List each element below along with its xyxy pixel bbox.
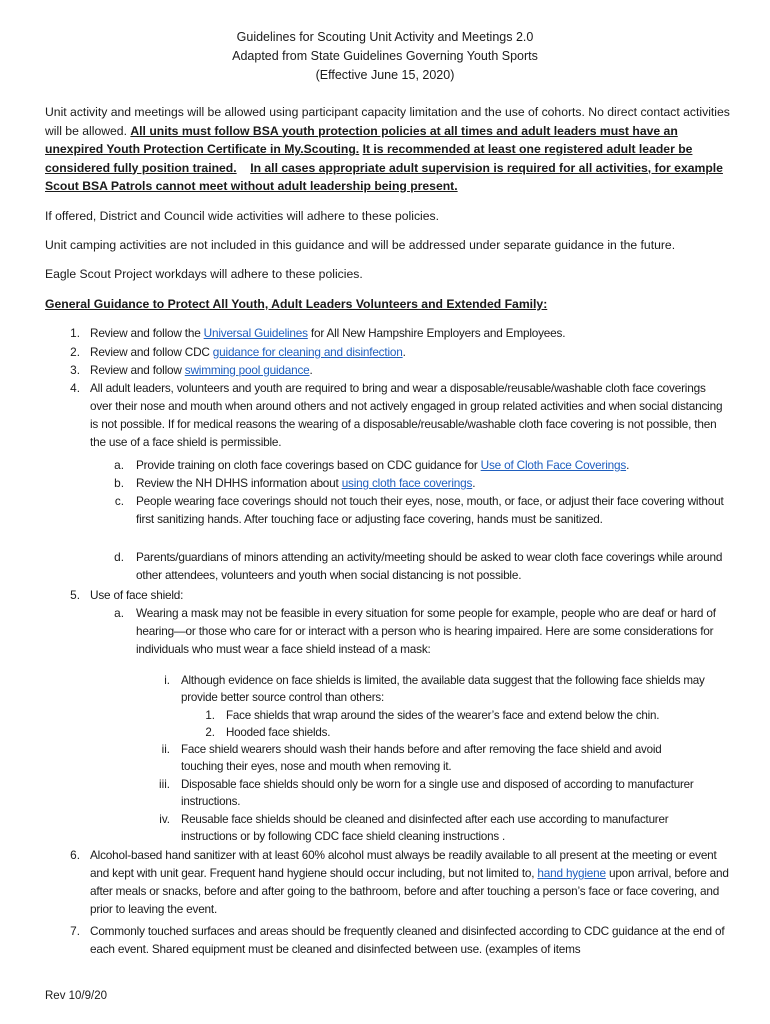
list-item: Use of face shield: [90, 588, 184, 602]
sublist-letter: b. [114, 476, 124, 490]
district-council-paragraph: If offered, District and Council wide activities will adhere to these policies. [45, 209, 440, 223]
nested-item: Face shields that wrap around the sides of the wearer’s face and extend below the chin. [226, 709, 660, 722]
list-number: 1. [70, 326, 80, 340]
list-number: 7. [70, 924, 80, 938]
hand-hygiene-link[interactable]: hand hygiene [537, 866, 606, 880]
sublist-letter: a. [114, 458, 124, 472]
universal-guidelines-link[interactable]: Universal Guidelines [203, 326, 308, 340]
list-item-text: upon arrival, before and after meals or snacks, before and after going to the bathroom, before and after touching a person’s face or face covering, and prior to leaving the event. [90, 866, 729, 916]
section-heading: General Guidance to Protect All Youth, Adult Leaders Volunteers and Extended Family: [45, 297, 548, 311]
list-item [90, 361, 735, 379]
list-number: 5. [70, 588, 80, 602]
sublist-item [136, 474, 730, 492]
sublist-item: Parents/guardians of minors attending an activity/meeting should be asked to wear cloth face coverings while around other attendees, volunteers and youth when social distancing is not possible. [136, 550, 723, 582]
cdc-cleaning-guidance-link[interactable]: guidance for cleaning and disinfection [212, 345, 403, 359]
revision-footer: Rev 10/9/20 [45, 990, 108, 1002]
list-item-text: for All New Hampshire Employers and Employees. [307, 326, 566, 340]
sub-sublist-item: Although evidence on face shields is limited, the available data suggest that the following face shields may provide better source control than others: [181, 674, 705, 705]
list-item-text: . [309, 363, 313, 377]
sublist-item [136, 456, 730, 474]
list-item-text: Alcohol-based hand sanitizer with at least 60% alcohol must always be readily available to all present at the meeting or event and kept with unit gear. Frequent hand hygiene should occur including, but not limited to, [90, 848, 717, 880]
list-number: 4. [70, 381, 80, 395]
list-item: Commonly touched surfaces and areas should be frequently cleaned and disinfected according to CDC guidance at the end of each event. Shared equipment must be cleaned and disinfected between use. (examples of items [90, 924, 725, 956]
sub-sublist-item: Disposable face shields should only be worn for a single use and disposed of according to manufacturer instructions. [181, 778, 694, 809]
list-number: 6. [70, 848, 80, 862]
using-cloth-face-coverings-link[interactable]: using cloth face coverings [341, 476, 473, 490]
nested-item: Hooded face shields. [226, 726, 331, 739]
sub-sublist-item: Face shield wearers should wash their hands before and after removing the face shield and avoid touching their eyes, nose and mouth when removing it. [181, 743, 662, 774]
list-item-text: Review and follow [90, 363, 185, 377]
doc-title: Guidelines for Scouting Unit Activity and Meetings 2.0 [236, 30, 534, 44]
list-number: 3. [70, 363, 80, 377]
sublist-letter: d. [114, 550, 124, 564]
sublist-letter: c. [114, 494, 124, 508]
roman-numeral: i. [164, 674, 170, 687]
roman-numeral: ii. [161, 743, 170, 756]
doc-subtitle: Adapted from State Guidelines Governing Youth Sports [232, 49, 538, 63]
list-item [90, 846, 732, 918]
sublist-item: People wearing face coverings should not touch their eyes, nose, mouth, or face, or adjust their face covering without first sanitizing hands. After touching face or adjusting face covering, hands must be sanitized. [136, 494, 724, 526]
roman-numeral: iv. [159, 813, 170, 826]
swimming-pool-guidance-link[interactable]: swimming pool guidance [184, 363, 310, 377]
list-item [90, 343, 735, 361]
sublist-letter: a. [114, 606, 124, 620]
list-number: 2. [70, 345, 80, 359]
list-item: All adult leaders, volunteers and youth are required to bring and wear a disposable/reusable/washable cloth face coverings over their nose and mouth when around others and not actively engaged in group related activities and when social distancing is not possible. If for medical reasons the wearing of a disposable/reusable/washable cloth face covering is not possible, then the use of a face shield is permissible. [90, 381, 723, 449]
intro-position-trained: It is recommended at least one registered adult leader be considered fully position trained. [45, 142, 693, 175]
use-of-cloth-face-coverings-link[interactable]: Use of Cloth Face Coverings [480, 458, 627, 472]
roman-numeral: iii. [159, 778, 170, 791]
camping-paragraph: Unit camping activities are not included in this guidance and will be addressed under separate guidance in the future. [45, 238, 676, 252]
sublist-item: Wearing a mask may not be feasible in every situation for some people for example, people who are deaf or hard of hearing—or those who care for or interact with a person who is hearing impaired. Here are some considerations for individuals who must wear a face shield instead of a mask: [136, 606, 716, 656]
list-item-text: Provide training on cloth face coverings based on CDC guidance for [136, 458, 481, 472]
nested-number: 1. [205, 709, 215, 722]
list-item-text: . [472, 476, 476, 490]
intro-text: Unit activity and meetings will be allowed using participant capacity limitation and the use of cohorts. No direct contact activities will be allowed. [45, 105, 730, 138]
list-item-text: . [402, 345, 406, 359]
sub-sublist-item: Reusable face shields should be cleaned and disinfected after each use according to manufacturer instructions or by following CDC face shield cleaning instructions . [181, 813, 669, 844]
intro-paragraph [45, 103, 735, 196]
intro-youth-protection: All units must follow BSA youth protection policies at all times and adult leaders must have an unexpired Youth Protection Certificate in My.Scouting. [45, 123, 678, 156]
list-item-text: Review and follow the [90, 326, 204, 340]
list-item-text: . [626, 458, 630, 472]
list-item [90, 324, 735, 342]
list-item-text: Review the NH DHHS information about [136, 476, 342, 490]
intro-adult-supervision: In all cases appropriate adult supervision is required for all activities, for example Scout BSA Patrols cannot meet without adult leadership being present. [45, 160, 723, 193]
nested-number: 2. [205, 726, 215, 739]
eagle-project-paragraph: Eagle Scout Project workdays will adhere to these policies. [45, 267, 363, 281]
list-item-text: Review and follow CDC [90, 345, 213, 359]
doc-effective-date: (Effective June 15, 2020) [315, 68, 455, 82]
